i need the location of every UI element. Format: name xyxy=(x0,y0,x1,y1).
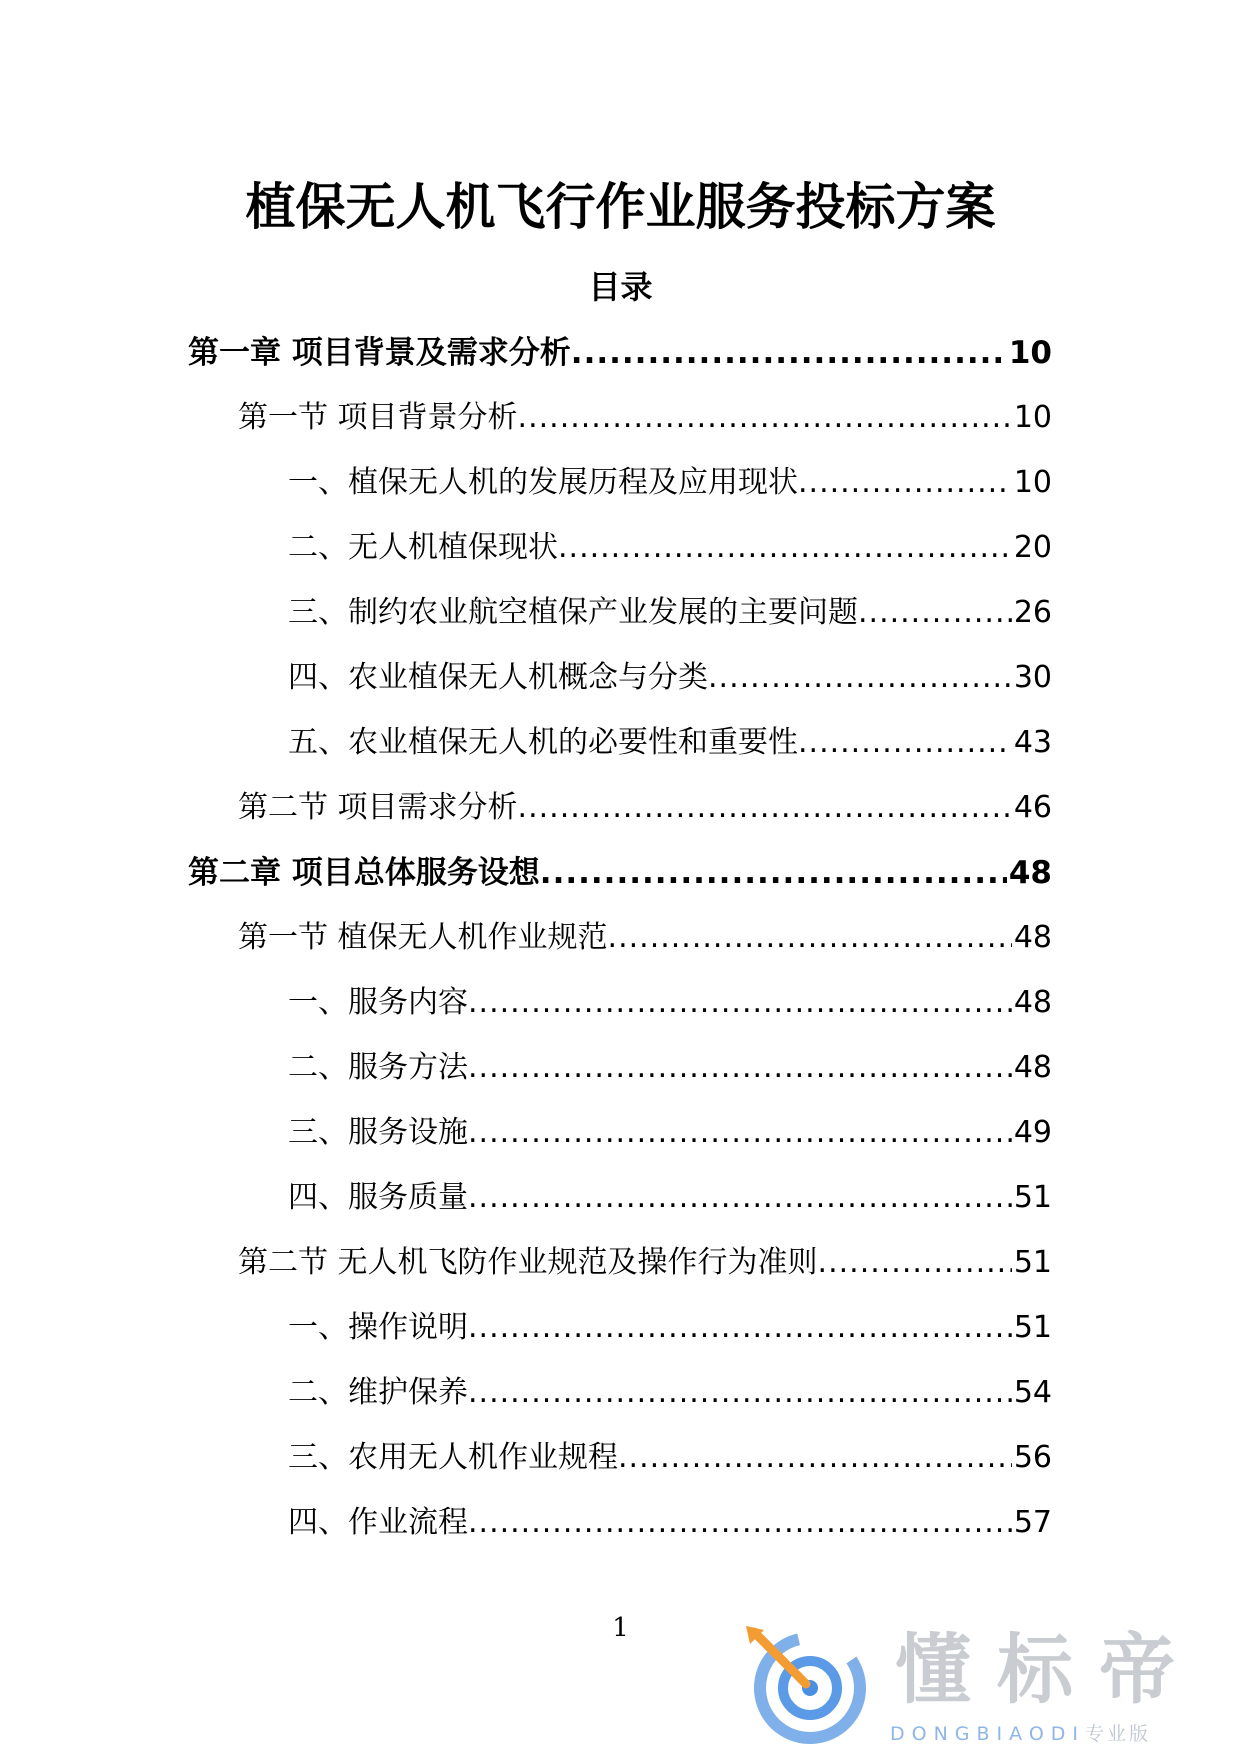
toc-entry[interactable] xyxy=(188,846,1052,911)
toc-entry-label: 二、服务方法 xyxy=(288,1050,468,1085)
toc-entry-page: 10 xyxy=(1008,335,1052,371)
toc-entry[interactable] xyxy=(188,586,1052,651)
toc-entry-page: 46 xyxy=(1013,790,1052,825)
toc-entry[interactable] xyxy=(188,1041,1052,1106)
toc-dot-leader xyxy=(468,1301,1012,1355)
toc-entry-label: 三、制约农业航空植保产业发展的主要问题 xyxy=(288,595,858,630)
toc-entry-label: 第一章 项目背景及需求分析 xyxy=(188,335,571,371)
toc-entry-page: 48 xyxy=(1013,985,1052,1020)
toc-entry[interactable] xyxy=(188,1106,1052,1171)
toc-entry-page: 48 xyxy=(1013,920,1052,955)
toc-entry-label: 三、农用无人机作业规程 xyxy=(288,1440,618,1475)
target-dart-icon xyxy=(740,1620,870,1750)
toc-entry-page: 51 xyxy=(1013,1245,1052,1280)
toc-entry[interactable] xyxy=(188,521,1052,586)
toc-dot-leader xyxy=(468,1041,1012,1095)
toc-entry-page: 20 xyxy=(1013,530,1052,565)
toc-dot-leader xyxy=(540,846,1007,900)
watermark-sub-cn: 专业版 xyxy=(1085,1723,1152,1745)
toc-dot-leader xyxy=(571,326,1007,380)
toc-entry-page: 57 xyxy=(1013,1505,1052,1540)
toc-dot-leader xyxy=(608,911,1012,965)
watermark-brand: 懂标帝 xyxy=(895,1625,1201,1714)
toc-dot-leader xyxy=(798,716,1012,770)
toc-entry-page: 48 xyxy=(1008,855,1052,891)
toc-entry-label: 第二章 项目总体服务设想 xyxy=(188,855,540,891)
toc-entry-label: 四、服务质量 xyxy=(288,1180,468,1215)
toc-dot-leader xyxy=(468,1106,1012,1160)
toc-dot-leader xyxy=(518,781,1012,835)
toc-entry-page: 30 xyxy=(1013,660,1052,695)
toc-entry[interactable] xyxy=(188,1171,1052,1236)
toc-entry[interactable] xyxy=(188,1366,1052,1431)
toc-heading: 目录 xyxy=(588,268,653,306)
toc-entry-page: 54 xyxy=(1013,1375,1052,1410)
toc-dot-leader xyxy=(708,651,1012,705)
toc-entry-label: 第一节 项目背景分析 xyxy=(238,400,518,435)
toc-entry-page: 26 xyxy=(1013,595,1052,630)
toc-entry[interactable] xyxy=(188,911,1052,976)
toc-entry-label: 第二节 无人机飞防作业规范及操作行为准则 xyxy=(238,1245,818,1280)
toc-entry[interactable] xyxy=(188,326,1052,391)
document-title: 植保无人机飞行作业服务投标方案 xyxy=(245,178,996,236)
toc-entry[interactable] xyxy=(188,456,1052,521)
toc-dot-leader xyxy=(468,1171,1012,1225)
toc-dot-leader xyxy=(618,1431,1012,1485)
toc-entry[interactable] xyxy=(188,781,1052,846)
page-number: 1 xyxy=(612,1613,629,1643)
toc-entry[interactable] xyxy=(188,976,1052,1041)
toc-entry-page: 51 xyxy=(1013,1180,1052,1215)
toc-entry-page: 43 xyxy=(1013,725,1052,760)
watermark xyxy=(740,1620,1220,1750)
toc-entry-label: 四、作业流程 xyxy=(288,1505,468,1540)
toc-dot-leader xyxy=(468,1496,1012,1550)
watermark-subtitle xyxy=(890,1720,1151,1748)
toc-entry-label: 二、无人机植保现状 xyxy=(288,530,558,565)
toc-entry-label: 四、农业植保无人机概念与分类 xyxy=(288,660,708,695)
toc-entry-page: 56 xyxy=(1013,1440,1052,1475)
toc-entry-label: 第二节 项目需求分析 xyxy=(238,790,518,825)
toc-entry-label: 三、服务设施 xyxy=(288,1115,468,1150)
toc-entry-label: 一、服务内容 xyxy=(288,985,468,1020)
toc-entry-page: 48 xyxy=(1013,1050,1052,1085)
toc-entry[interactable] xyxy=(188,1236,1052,1301)
watermark-sub-latin: DONGBIAODI xyxy=(890,1723,1086,1745)
toc-entry-page: 10 xyxy=(1013,400,1052,435)
toc-entry[interactable] xyxy=(188,1496,1052,1561)
toc-dot-leader xyxy=(518,391,1012,445)
toc-entry-page: 10 xyxy=(1013,465,1052,500)
toc-entry-label: 一、操作说明 xyxy=(288,1310,468,1345)
toc-dot-leader xyxy=(858,586,1012,640)
toc-entry[interactable] xyxy=(188,391,1052,456)
toc-dot-leader xyxy=(558,521,1012,575)
toc-entry[interactable] xyxy=(188,1301,1052,1366)
table-of-contents xyxy=(188,326,1052,1561)
toc-entry[interactable] xyxy=(188,1431,1052,1496)
toc-dot-leader xyxy=(818,1236,1012,1290)
toc-dot-leader xyxy=(468,976,1012,1030)
toc-dot-leader xyxy=(798,456,1012,510)
toc-entry-label: 五、农业植保无人机的必要性和重要性 xyxy=(288,725,798,760)
toc-dot-leader xyxy=(468,1366,1012,1420)
toc-entry[interactable] xyxy=(188,716,1052,781)
toc-entry-page: 51 xyxy=(1013,1310,1052,1345)
toc-entry[interactable] xyxy=(188,651,1052,716)
toc-entry-page: 49 xyxy=(1013,1115,1052,1150)
toc-entry-label: 一、植保无人机的发展历程及应用现状 xyxy=(288,465,798,500)
toc-entry-label: 二、维护保养 xyxy=(288,1375,468,1410)
toc-entry-label: 第一节 植保无人机作业规范 xyxy=(238,920,608,955)
